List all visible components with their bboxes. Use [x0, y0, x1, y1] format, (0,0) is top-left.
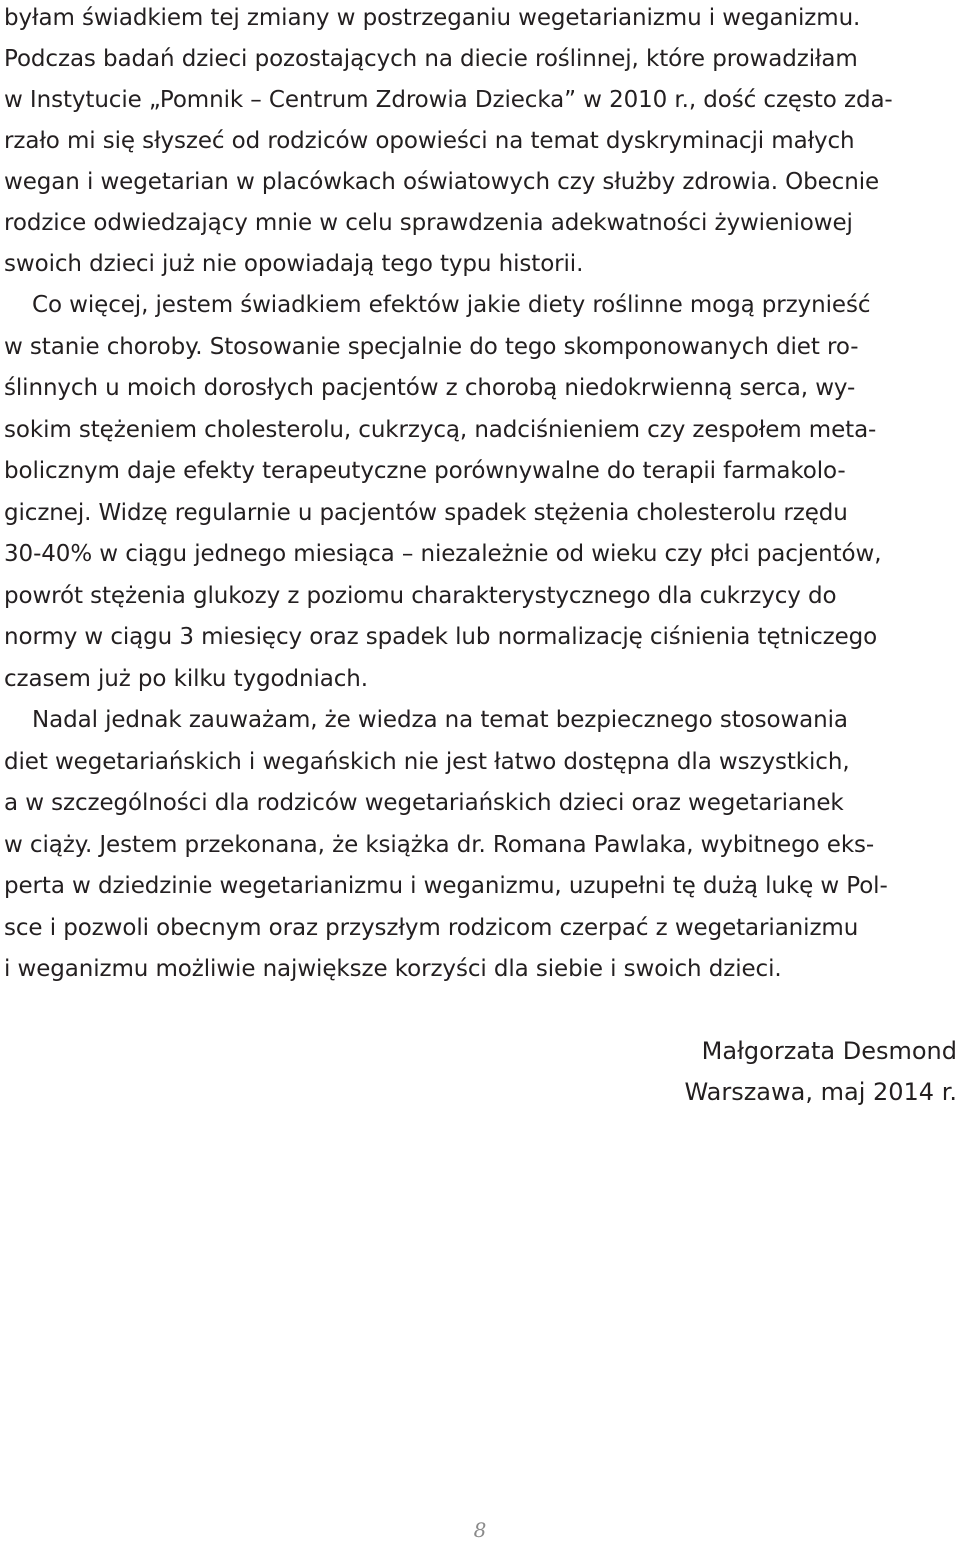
- paragraph-line: w Instytucie „Pomnik – Centrum Zdrowia Dziecka” w 2010 r., dość często zda-: [4, 87, 893, 113]
- paragraph-line: Co więcej, jestem świadkiem efektów jakie diety roślinne mogą przynieść: [32, 292, 871, 318]
- paragraph-line: swoich dzieci już nie opowiadają tego typu historii.: [4, 251, 584, 277]
- paragraph-line: powrót stężenia glukozy z poziomu charakterystycznego dla cukrzycy do: [4, 583, 837, 609]
- signature-name: Małgorzata Desmond: [701, 1037, 957, 1065]
- paragraph-line: sokim stężeniem cholesterolu, cukrzycą, nadciśnieniem czy zespołem meta-: [4, 417, 877, 443]
- paragraph-line: rodzice odwiedzający mnie w celu sprawdzenia adekwatności żywieniowej: [4, 210, 853, 236]
- paragraph-line: normy w ciągu 3 miesięcy oraz spadek lub normalizację ciśnienia tętniczego: [4, 624, 878, 650]
- paragraph-line: ślinnych u moich dorosłych pacjentów z chorobą niedokrwienną serca, wy-: [4, 375, 856, 401]
- paragraph-line: rzało mi się słyszeć od rodziców opowieści na temat dyskryminacji małych: [4, 128, 855, 154]
- paragraph-line: diet wegetariańskich i wegańskich nie jest łatwo dostępna dla wszystkich,: [4, 749, 850, 775]
- paragraph-line: Nadal jednak zauważam, że wiedza na temat bezpiecznego stosowania: [32, 707, 848, 733]
- paragraph-line: w stanie choroby. Stosowanie specjalnie do tego skomponowanych diet ro-: [4, 334, 859, 360]
- paragraph-line: i weganizmu możliwie największe korzyści dla siebie i swoich dzieci.: [4, 956, 782, 982]
- paragraph-line: sce i pozwoli obecnym oraz przyszłym rodzicom czerpać z wegetarianizmu: [4, 915, 859, 941]
- paragraph-line: 30-40% w ciągu jednego miesiąca – niezależnie od wieku czy płci pacjentów,: [4, 541, 882, 567]
- paragraph-line: a w szczególności dla rodziców wegetariańskich dzieci oraz wegetarianek: [4, 790, 844, 816]
- paragraph-line: czasem już po kilku tygodniach.: [4, 666, 368, 692]
- signature-place-date: Warszawa, maj 2014 r.: [684, 1078, 957, 1106]
- paragraph-line: byłam świadkiem tej zmiany w postrzeganiu wegetarianizmu i weganizmu.: [4, 5, 861, 31]
- paragraph-line: w ciąży. Jestem przekonana, że książka dr. Romana Pawlaka, wybitnego eks-: [4, 832, 875, 858]
- paragraph-line: wegan i wegetarian w placówkach oświatowych czy służby zdrowia. Obecnie: [4, 169, 880, 195]
- paragraph-line: gicznej. Widzę regularnie u pacjentów spadek stężenia cholesterolu rzędu: [4, 500, 848, 526]
- page-number: 8: [473, 1518, 487, 1542]
- paragraph-line: Podczas badań dzieci pozostających na diecie roślinnej, które prowadziłam: [4, 46, 858, 72]
- paragraph-line: perta w dziedzinie wegetarianizmu i weganizmu, uzupełni tę dużą lukę w Pol-: [4, 873, 888, 899]
- paragraph-line: bolicznym daje efekty terapeutyczne porównywalne do terapii farmakolo-: [4, 458, 846, 484]
